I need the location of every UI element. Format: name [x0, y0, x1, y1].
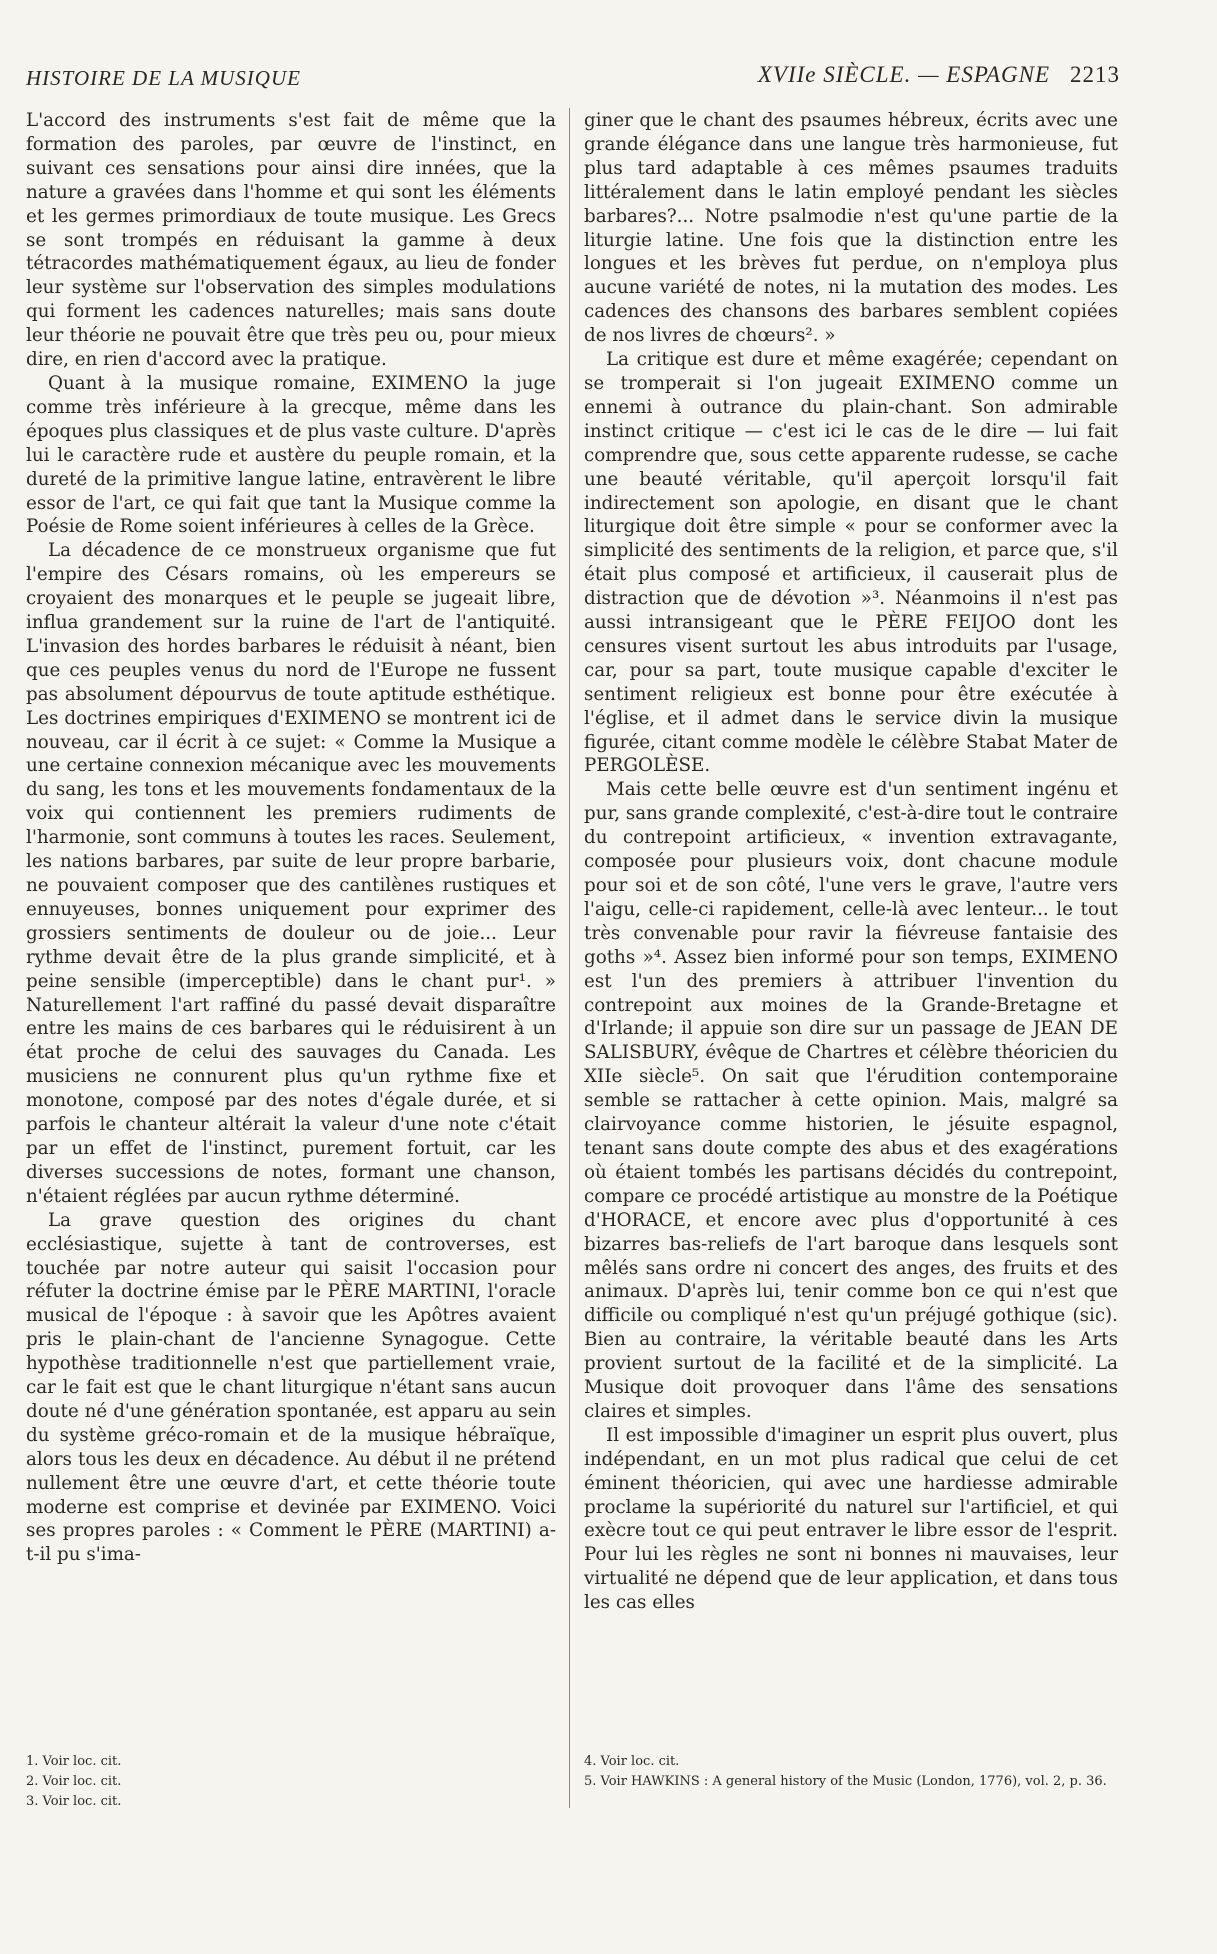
- footnote: 1. Voir loc. cit.: [26, 1754, 122, 1769]
- column-divider: [569, 108, 570, 1808]
- right-column: [584, 109, 1118, 1615]
- paragraph: Quant à la musique romaine, EXIMENO la juge comme très inférieure à la grecque, même dans les époques plus classiques et de plus vaste culture. D'après lui le caractère rude et austère du peuple romain, et la dureté de la primitive langue latine, entravèrent le libre essor de l'art, ce qui fait que tant la Musique comme la Poésie de Rome soient inférieures à celles de la Grèce.: [26, 372, 556, 538]
- paragraph: Mais cette belle œuvre est d'un sentiment ingénu et pur, sans grande complexité, c'est-à-dire tout le contraire du contrepoint artificieux, « invention extravagante, composée pour plusieurs voix, dont chacune module pour soi et de son côté, l'une vers le grave, l'autre vers l'aigu, celle-ci rapidement, celle-là avec lenteur... le tout très convenable pour ravir la fiévreuse fantaisie des goths »⁴. Assez bien informé pour son temps, EXIMENO est l'un des premiers à attribuer l'invention du contrepoint aux moines de la Grande-Bretagne et d'Irlande; il appuie son dire sur un passage de JEAN DE SALISBURY, évêque de Chartres et célèbre théoricien du XIIe siècle⁵. On sait que l'érudition contemporaine semble se rattacher à cette opinion. Mais, malgré sa clairvoyance comme historien, le jésuite espagnol, tenant sans doute compte des abus et des exagérations où étaient tombés les partisans décidés du contrepoint, compare ce procédé artistique au monstre de la Poétique d'HORACE, et encore avec plus d'opportunité à ces bizarres bas-reliefs de l'art baroque dans lesquels sont mêlés sans ordre ni concert des anges, des fruits et des animaux. D'après lui, tenir comme bon ce qui n'est que difficile ou compliqué n'est qu'un préjugé gothique (sic). Bien au contraire, la véritable beauté dans les Arts provient surtout de la facilité et de la simplicité. La Musique doit provoquer dans l'âme des sensations claires et simples.: [584, 779, 1118, 1422]
- footnote: 2. Voir loc. cit.: [26, 1774, 122, 1789]
- paragraph: La décadence de ce monstrueux organisme que fut l'empire des Césars romains, où les empereurs se croyaient des monarques et le peuple se jugeait libre, influa grandement sur la ruine de l'art de l'antiquité. L'invasion des hordes barbares le réduisit à néant, bien que ces peuples venus du nord de l'Europe ne fussent pas absolument dépourvus de toute aptitude esthétique. Les doctrines empiriques d'EXIMENO se montrent ici de nouveau, car il écrit à ce sujet: « Comme la Musique a une certaine connexion mécanique avec les mouvements du sang, les tons et les mouvements fondamentaux de la voix qui contiennent les premiers rudiments de l'harmonie, sont communs à toutes les races. Seulement, les nations barbares, par suite de leur propre barbarie, ne pouvaient composer que des cantilènes rustiques et ennuyeuses, bonnes uniquement pour exprimer des grossiers sentiments de douleur ou de joie... Leur rythme devait être de la plus grande simplicité, et à peine sensible (imperceptible) dans le chant pur¹. » Naturellement l'art raffiné du passé devait disparaître entre les mains de ces barbares qui le réduisirent à un état proche de celui des sauvages du Canada. Les musiciens ne connurent plus qu'un rythme fixe et monotone, composé par des notes d'égale durée, et si parfois le chanteur altérait la valeur d'une note c'était par un effet de l'instinct, purement fortuit, car les diverses successions de notes, formant une chanson, n'étaient réglées par aucun rythme déterminé.: [26, 540, 556, 1207]
- footnotes-left: [26, 1752, 556, 1812]
- page-number: 2213: [1070, 62, 1120, 87]
- section-label: XVIIe SIÈCLE. — ESPAGNE: [757, 62, 1050, 87]
- footnote: 4. Voir loc. cit.: [584, 1754, 680, 1769]
- running-header: [26, 58, 1120, 98]
- paragraph: L'accord des instruments s'est fait de même que la formation des paroles, par œuvre de l'instinct, en suivant ces sensations pour ainsi dire innées, que la nature a gravées dans l'homme et qui sont les éléments et les germes primordiaux de toute musique. Les Grecs se sont trompés en réduisant la gamme à deux tétracordes mathématiquement égaux, au lieu de fonder leur système sur l'observation des simples modulations qui forment les cadences naturelles; mais sans doute leur théorie ne pouvait être que très peu ou, pour mieux dire, en rien d'accord avec la pratique.: [26, 110, 556, 371]
- left-column: [26, 109, 556, 1567]
- footnote: 5. Voir HAWKINS : A general history of the Music (London, 1776), vol. 2, p. 36.: [584, 1774, 1107, 1789]
- footnotes-right: [584, 1752, 1118, 1792]
- paragraph: La critique est dure et même exagérée; cependant on se tromperait si l'on jugeait EXIMENO comme un ennemi à outrance du plain-chant. Son admirable instinct critique — c'est ici le cas de le dire — lui fait comprendre que, sous cette apparente rudesse, se cache une beauté véritable, qu'il aperçoit lorsqu'il fait indirectement son apologie, en disant que le chant liturgique doit être simple « pour se conformer avec la simplicité des sentiments de la religion, et parce que, s'il était plus composé et artificieux, il causerait plus de distraction que de dévotion »³. Néanmoins il n'est pas aussi intransigeant que le PÈRE FEIJOO dont les censures visent surtout les abus introduits par l'usage, car, pour sa part, toute musique capable d'exciter le sentiment religieux est bonne pour être exécutée à l'église, et il admet dans le service divin la musique figurée, citant comme modèle le célèbre Stabat Mater de PERGOLÈSE.: [584, 349, 1118, 777]
- paragraph: giner que le chant des psaumes hébreux, écrits avec une grande élégance dans une langue très harmonieuse, fut plus tard adaptable à ces mêmes psaumes traduits littéralement dans le latin employé pendant les siècles barbares?... Notre psalmodie n'est qu'une partie de la liturgie latine. Une fois que la distinction entre les longues et les brèves fut perdue, on n'employa plus aucune variété de notes, ni la mutation des modes. Les cadences des chansons des barbares semblent copiées de nos livres de chœurs². »: [584, 110, 1118, 347]
- paragraph: Il est impossible d'imaginer un esprit plus ouvert, plus indépendant, en un mot plus radical que celui de cet éminent théoricien, qui avec une hardiesse admirable proclame la supériorité du naturel sur l'artificiel, et qui exècre tout ce qui peut entraver le libre essor de l'esprit. Pour lui les règles ne sont ni bonnes ni mauvaises, leur virtualité ne dépend que de leur application, et dans tous les cas elles: [584, 1424, 1118, 1614]
- paragraph: La grave question des origines du chant ecclésiastique, sujette à tant de controverses, est touchée par notre auteur qui saisit l'occasion pour réfuter la doctrine émise par le PÈRE MARTINI, l'oracle musical de l'époque : à savoir que les Apôtres avaient pris le plain-chant de l'ancienne Synagogue. Cette hypothèse traditionnelle n'est que partiellement vraie, car le fait est que le chant liturgique n'étant sans aucun doute né d'une génération spontanée, est apparu au sein du système gréco-romain et de la musique hébraïque, alors tous les deux en décadence. Au début il ne prétend nullement être une œuvre d'art, et cette théorie toute moderne est comprise et devinée par EXIMENO. Voici ses propres paroles : « Comment le PÈRE (MARTINI) a-t-il pu s'ima-: [26, 1209, 556, 1566]
- section-title: [758, 62, 1120, 88]
- footnote: 3. Voir loc. cit.: [26, 1794, 122, 1809]
- running-title: HISTOIRE DE LA MUSIQUE: [26, 66, 301, 90]
